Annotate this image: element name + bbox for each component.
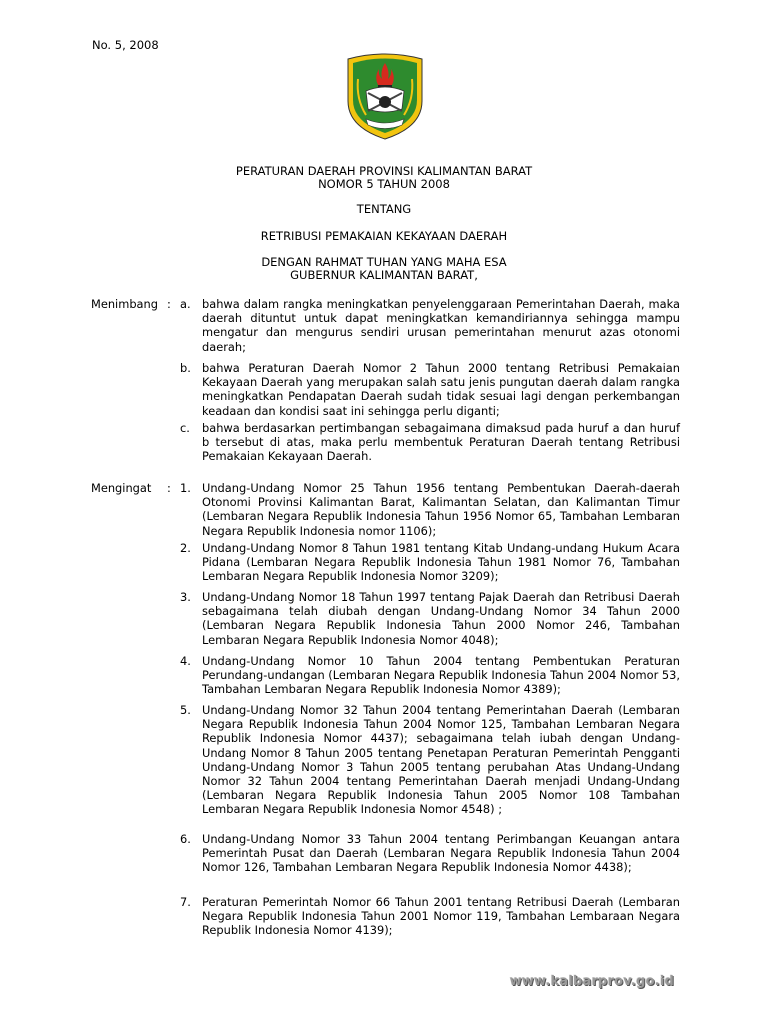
- list-item-text: Undang-Undang Nomor 33 Tahun 2004 tentang Perimbangan Keuangan antara Pemerintah Pusat dan Daerah (Lembaran Negara Republik Indonesia Tahun 2004 Nomor 126, Tambahan Lembaran Negara Republik Indonesia Nomor 4438);: [202, 832, 680, 875]
- website-watermark: www.kalbarprov.go.id: [509, 974, 674, 989]
- preamble-line2: GUBERNUR KALIMANTAN BARAT,: [290, 268, 478, 282]
- list-item-text: bahwa Peraturan Daerah Nomor 2 Tahun 2000 tentang Retribusi Pemakaian Kekayaan Daerah yang merupakan salah satu jenis pungutan daerah dalam rangka meningkatkan Pendapatan Daerah sudah tidak sesuai lagi dengan perkembangan keadaan dan kondisi saat ini sehingga perlu diganti;: [202, 361, 680, 418]
- menimbang-colon: :: [167, 297, 171, 311]
- list-item-text: bahwa dalam rangka meningkatkan penyelenggaraan Pemerintahan Daerah, maka daerah dituntut untuk dapat meningkatkan kemandiriannya sehingga mampu mengatur dan mengurus sendiri urusan pemerintahan menurut azas otonomi daerah;: [202, 297, 680, 354]
- list-marker: a.: [180, 297, 191, 311]
- list-item-text: Undang-Undang Nomor 10 Tahun 2004 tentang Pembentukan Peraturan Perundang-undangan (Lembaran Negara Republik Indonesia Tahun 2004 Nomor 53, Tambahan Lembaran Negara Republik Indonesia Nomor 4389);: [202, 654, 680, 697]
- mengingat-label: Mengingat: [91, 481, 152, 495]
- regulation-about: TENTANG: [356, 202, 412, 216]
- list-marker: b.: [180, 361, 191, 375]
- document-number: No. 5, 2008: [92, 38, 159, 52]
- list-marker: 6.: [180, 832, 191, 846]
- list-item-text: Undang-Undang Nomor 18 Tahun 1997 tentang Pajak Daerah dan Retribusi Daerah sebagaimana telah diubah dengan Undang-Undang Nomor 34 Tahun 2000 (Lembaran Negara Republik Indonesia Tahun 2000 Nomor 246, Tambahan Lembaran Negara Republik Indonesia Nomor 4048);: [202, 590, 680, 647]
- list-marker: 2.: [180, 541, 191, 555]
- menimbang-label: Menimbang: [91, 297, 158, 311]
- mengingat-section: [91, 481, 681, 941]
- list-item-text: Undang-Undang Nomor 25 Tahun 1956 tentang Pembentukan Daerah-daerah Otonomi Provinsi Kalimantan Barat, Kalimantan Selatan, dan Kalimantan Timur (Lembaran Negara Republik Indonesia Tahun 1956 Nomor 65, Tambahan Lembaran Negara Republik Indonesia nomor 1106);: [202, 481, 680, 538]
- list-marker: 4.: [180, 654, 191, 668]
- mengingat-colon: :: [167, 481, 171, 495]
- list-item-text: Undang-Undang Nomor 8 Tahun 1981 tentang Kitab Undang-undang Hukum Acara Pidana (Lembaran Negara Republik Indonesia Tahun 1981 Nomor 76, Tambahan Lembaran Negara Republik Indonesia Nomor 3209);: [202, 541, 680, 584]
- list-marker: 5.: [180, 703, 191, 717]
- preamble-line1: DENGAN RAHMAT TUHAN YANG MAHA ESA: [261, 255, 507, 269]
- menimbang-section: [91, 297, 681, 467]
- list-marker: 1.: [180, 481, 191, 495]
- list-item-text: Peraturan Pemerintah Nomor 66 Tahun 2001 tentang Retribusi Daerah (Lembaran Negara Republik Indonesia Tahun 2001 Nomor 119, Tambahan Lembaraan Negara Republik Indonesia Nomor 4139);: [202, 895, 680, 938]
- list-item-text: Undang-Undang Nomor 32 Tahun 2004 tentang Pemerintahan Daerah (Lembaran Negara Republik Indonesia Tahun 2004 Nomor 125, Tambahan Lembaran Negara Republik Indonesia Nomor 4437); sebagaimana telah iubah dengan Undang-Undang Nomor 8 Tahun 2005 tentang Penetapan Peraturan Pemerintah Pengganti Undang-Undang Nomor 3 Tahun 2005 tentang perubahan Atas Undang-Undang Nomor 32 Tahun 2004 tentang Pemerintahan Daerah menjadi Undang-Undang (Lembaran Negara Republik Indonesia Tahun 2005 Nomor 108 Tambahan Lembaran Negara Republik Indonesia Nomor 4548) ;: [202, 703, 680, 817]
- list-marker: 7.: [180, 895, 191, 909]
- regulation-title-line2: NOMOR 5 TAHUN 2008: [318, 177, 450, 191]
- list-marker: c.: [180, 421, 190, 435]
- province-crest-emblem: [344, 49, 426, 141]
- regulation-title-line1: PERATURAN DAERAH PROVINSI KALIMANTAN BARAT: [235, 164, 533, 178]
- list-item-text: bahwa berdasarkan pertimbangan sebagaimana dimaksud pada huruf a dan huruf b tersebut di atas, maka perlu membentuk Peraturan Daerah tentang Retribusi Pemakaian Kekayaan Daerah.: [202, 421, 680, 464]
- list-marker: 3.: [180, 590, 191, 604]
- regulation-subject: RETRIBUSI PEMAKAIAN KEKAYAAN DAERAH: [260, 229, 508, 243]
